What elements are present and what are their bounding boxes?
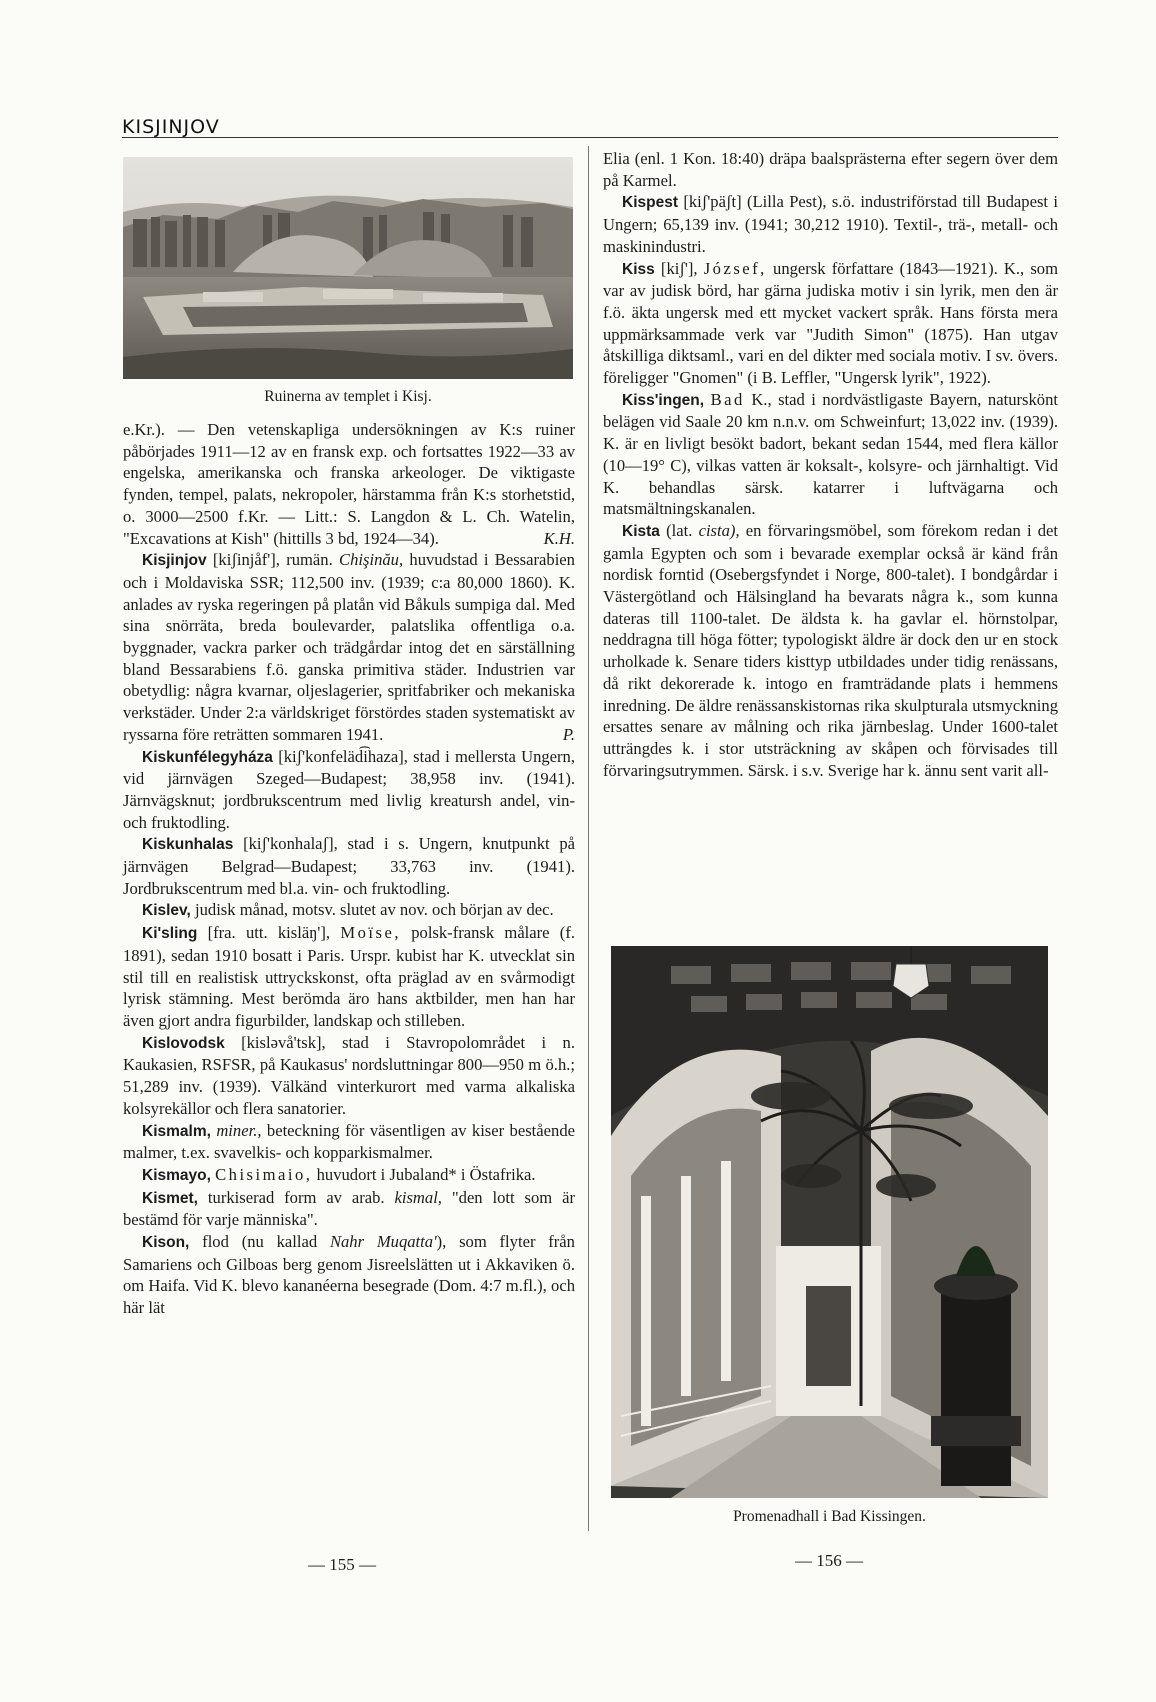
entry-kislovodsk	[123, 1032, 575, 1120]
hall-caption: Promenadhall i Bad Kissingen.	[733, 1508, 926, 1525]
page-number-left: — 155 —	[308, 1555, 376, 1574]
headword: Kislev,	[142, 902, 191, 920]
entry-text: "den lott som är bestämd för varje människa".	[123, 1187, 575, 1230]
headword: Kiss	[622, 260, 655, 278]
alt-name: Chişinău,	[339, 550, 404, 570]
entry-kislev	[123, 899, 575, 922]
entry-text: [kisləvå'tsk], stad i Stavropolområdet i n. Kaukasien, RSFSR, på Kaukasus' nordsluttningar 800—950 m ö.h.; 51,289 inv. (1939). Välkänd vinterkurort med varma alkaliska kolsyrekällor och flera sanatorier.	[123, 1032, 575, 1118]
headword: Kispest	[622, 194, 678, 212]
entry-text: ), som flyter från Samariens och Gilboas berg genom Jisreelslätten ut i Akkaviken ö. om Haifa. Vid K. blevo kananéerna besegrade (Dom. 4:7 m.fl.), och här lät	[123, 1232, 575, 1318]
headword: Kismet,	[142, 1189, 198, 1207]
header-rule	[122, 137, 1058, 138]
term: kismal,	[394, 1187, 442, 1207]
entry-text: K., stad i nordvästligaste Bayern, naturskönt belägen vid Saale 20 km n.n.v. om Schweinfurt; 13,022 inv. (1939). K. är en livligt besökt badort, bekant sedan 1544, med flera källor (10—19° C), vilkas vatten är koksalt-, kolsyre- och järnhaltigt. Vid K. behandlas särsk. katarrer i luftvägarna och matsmältningskanalen.	[603, 389, 1058, 519]
ruins-photo	[123, 157, 573, 379]
alt-name: Chisimaio,	[215, 1164, 313, 1184]
kisj-text: e.Kr.). — Den vetenskapliga undersökningen av K:s ruiner påbörjades 1911—12 av en fransk exp. och fortsattes 1922—33 av engelska, amerikanska och franska arkeologer. De viktigaste fynden, tempel, palats, nekropoler, härstamma från K:s storhetstid, o. 3000—2500 f.Kr. — Litt.: S. Langdon & L. Ch. Watelin, "Excavations at Kish" (hittills 3 bd, 1924—34).	[123, 420, 575, 548]
entry-text: [kiʃ'konfeläd͡ihaza], stad i mellersta Ungern, vid järnvägen Szeged—Budapest; 38,958 inv. (1941). Järnvägsknut; jordbrukscentrum med livlig kreatursh andel, vin- och fruktodling.	[123, 746, 575, 832]
headword: Kiskunfélegyháza	[142, 748, 273, 766]
given-name: Bad	[710, 389, 745, 409]
kison-continuation: Elia (enl. 1 Kon. 18:40) dräpa baalsprästerna efter segern över dem på Karmel.	[603, 149, 1058, 190]
entry-text: polsk-fransk målare (f. 1891), sedan 1910 bosatt i Paris. Urspr. kubist har K. utvecklat sin stil till en realistisk uttryckskonst, ofta präglad av en svårmodigt lyrisk stämning. Mest berömda äro hans aktbilder, men han har även gjort andra figurbilder, landskap och stilleben.	[123, 923, 575, 1030]
headword: Kista	[622, 522, 660, 540]
entry-text: huvudort i Jubaland* i Östafrika.	[316, 1164, 536, 1184]
kisj-signature: K.H.	[543, 528, 575, 548]
entry-text: [kiʃ'konhalaʃ], stad i s. Ungern, knutpunkt på järnvägen Belgrad—Budapest; 33,763 inv. (1941). Jordbrukscentrum med bl.a. vin- och fruktodling.	[123, 834, 575, 898]
headword: Ki'sling	[142, 925, 198, 943]
pronunciation: [fra. utt. kisläŋ'],	[207, 923, 331, 943]
entry-kiskunfelegyhaza	[123, 746, 575, 834]
entry-prefix: flod (nu kallad	[202, 1232, 318, 1252]
page-number-right: — 156 —	[795, 1551, 863, 1570]
headword: Kisjinjov	[142, 552, 207, 570]
left-column	[123, 419, 575, 1319]
entry-kismayo	[123, 1164, 575, 1187]
pronunciation: [kiʃinjåf'], rumän.	[212, 550, 333, 570]
headword: Kiss'ingen,	[622, 391, 705, 409]
entry-kissingen	[603, 389, 1058, 520]
entry-signature: P.	[562, 724, 575, 744]
promenade-hall-photo	[611, 946, 1048, 1498]
headword: Kiskunhalas	[142, 836, 234, 854]
entry-kispest	[603, 191, 1058, 257]
kisj-continuation	[123, 419, 575, 549]
entry-kisjinjov	[123, 549, 575, 745]
entry-kista	[603, 520, 1058, 781]
hall-illustration	[611, 946, 1048, 1498]
entry-kisling	[123, 922, 575, 1032]
entry-text: huvudstad i Bessarabien och i Moldaviska SSR; 112,500 inv. (1939; c:a 80,000 1860). K. anlades av ryska regeringen på platån vid Båkuls sumpiga dal. Med sina snörräta, breda boulevarder, palatslika offentliga o.a. byggnader, vackra parker och trädgårdar intog det en särställning bland Bessarabiens f.ö. ganska primitiva städer. Industrien var obetydlig: några kvarnar, oljeslagerier, spritfabriker och mekaniska verkstäder. Under 2:a världskriget förstördes staden systematiskt av ryssarna före reträtten sommaren 1941.	[123, 550, 575, 744]
entry-kison	[123, 1231, 575, 1319]
entry-text: ungersk författare (1843—1921). K., som var av judisk börd, har gärna judiska motiv i sin lyrik, men den är f.ö. äkta ungersk med ett mycket vackert språk. Hans första mera uppmärksammade verk var "Judith Simon" (1875). Han utgav åtskilliga diktsaml., vari en del dikter med sociala motiv. I sv. övers. föreligger "Gnomen" (i B. Leffler, "Ungersk lyrik", 1922).	[603, 258, 1059, 388]
entry-kismalm	[123, 1120, 575, 1164]
qualifier: miner.,	[216, 1120, 262, 1140]
given-name: Moïse,	[340, 923, 401, 943]
entry-text: en förvaringsmöbel, som förekom redan i det gamla Egypten och som i bevarade exemplar också är känd från nordisk forntid (Osebergsfyndet i Norge, 800-talet). I bondgårdar i Västergötland och Hälsingland ha bevarats några k., som kunna dateras till 1100-talet. De äldsta k. ha gavlar el. hörnstolpar, neddragna till höga fötter; typologiskt äldre är dock den ur en stock urholkade k. Senare tiders kisttyp utbildades under tidig renässans, då rikt dekorerade k. intogo en framträdande plats i hemmens inredning. De äldre renässanskistornas rika skulpturala utsmyckning ersattes senare av målning och rika järnbeslag. Under 1600-talet utträngdes k. i stor utsträckning av skåpen och förvisades till förvaringsutrymmen. Särsk. i s.v. Sverige har k. ännu sent varit all-	[603, 520, 1059, 780]
column-divider	[588, 146, 589, 1531]
headword: Kismalm,	[142, 1122, 211, 1140]
term: cista),	[698, 520, 740, 540]
alt-name: Nahr Muqatta'	[329, 1232, 437, 1252]
headword: Kison,	[142, 1234, 190, 1252]
headword: Kismayo,	[142, 1166, 211, 1184]
entry-prefix: (lat.	[666, 520, 693, 540]
entry-text: beteckning för väsentligen av kiser bestående malmer, t.ex. svavelkis- och kopparkismalmer.	[123, 1120, 575, 1163]
pronunciation: [kiʃ'],	[660, 258, 698, 278]
entry-prefix: turkiserad form av arab.	[207, 1187, 385, 1207]
entry-text: judisk månad, motsv. slutet av nov. och början av dec.	[194, 900, 554, 920]
right-column	[603, 148, 1058, 781]
ruins-caption: Ruinerna av templet i Kisj.	[264, 388, 432, 405]
ruins-illustration	[123, 157, 573, 379]
entry-kiss	[603, 258, 1058, 389]
running-header: KISJINJOV	[122, 116, 220, 138]
entry-kiskunhalas	[123, 833, 575, 899]
given-name: József,	[703, 258, 767, 278]
entry-kismet	[123, 1187, 575, 1231]
entry-text: [kiʃ'päʃt] (Lilla Pest), s.ö. industriförstad till Budapest i Ungern; 65,139 inv. (1941; 30,212 1910). Textil-, trä-, metall- och maskinindustri.	[603, 192, 1058, 256]
headword: Kislovodsk	[142, 1034, 225, 1052]
